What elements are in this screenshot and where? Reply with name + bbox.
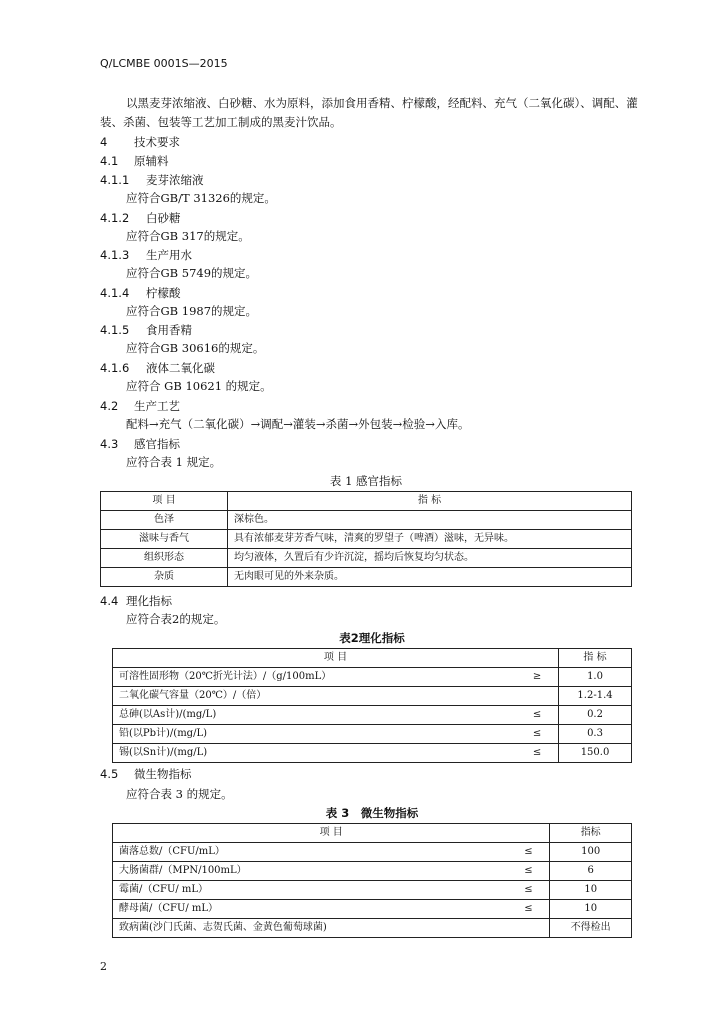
table-row (101, 568, 632, 587)
table-cell: 深棕色。 (228, 511, 632, 530)
table-row (113, 668, 632, 687)
table-cell-operator: ≤ (516, 725, 559, 744)
table-cell: 菌落总数/（CFU/mL） (113, 843, 508, 862)
table-header-cell: 项 目 (101, 492, 228, 511)
section-4-5-body: 应符合表 3 的规定。 (126, 787, 233, 801)
table-cell: 组织形态 (101, 549, 228, 568)
table-cell-operator: ≥ (516, 668, 559, 687)
section-4-3-body: 应符合表 1 规定。 (126, 455, 222, 469)
table-cell: 150.0 (559, 744, 632, 763)
section-4-3-heading: 4.3 感官指标 (100, 437, 180, 451)
table-cell: 0.2 (559, 706, 632, 725)
table-cell: 1.2-1.4 (559, 687, 632, 706)
sensory-table (100, 491, 632, 587)
table-header-cell: 指 标 (228, 492, 632, 511)
section-4-1-2-heading: 4.1.2 白砂糖 (100, 211, 181, 225)
table-1-caption: 表 1 感官指标 (329, 474, 403, 488)
table-cell: 1.0 (559, 668, 632, 687)
microbiological-table (112, 823, 632, 938)
page-number: 2 (100, 960, 107, 973)
table-header-row (113, 824, 632, 843)
section-4-1-4-body: 应符合GB 1987的规定。 (126, 304, 258, 318)
table-cell-operator: ≤ (516, 744, 559, 763)
table-row (113, 843, 632, 862)
table-cell: 色泽 (101, 511, 228, 530)
table-header-cell: 指 标 (559, 649, 632, 668)
table-cell: 无肉眼可见的外来杂质。 (228, 568, 632, 587)
table-header-cell: 指标 (550, 824, 632, 843)
section-4-1-5-body: 应符合GB 30616的规定。 (126, 341, 265, 355)
table-row (101, 530, 632, 549)
table-cell: 滋味与香气 (101, 530, 228, 549)
table-cell: 可溶性固形物（20℃折光计法）/（g/100mL） (113, 668, 517, 687)
section-4-1-6-body: 应符合 GB 10621 的规定。 (126, 379, 272, 393)
table-header-row (101, 492, 632, 511)
table-cell: 100 (550, 843, 632, 862)
section-4-1-4-heading: 4.1.4 柠檬酸 (100, 286, 181, 300)
table-cell-operator: ≤ (516, 706, 559, 725)
section-4-2-heading: 4.2 生产工艺 (100, 399, 180, 413)
table-cell-operator (516, 687, 559, 706)
table-cell: 总砷(以As计)/(mg/L) (113, 706, 517, 725)
intro-paragraph: 以黑麦芽浓缩液、白砂糖、水为原料，添加食用香精、柠檬酸，经配料、充气（二氧化碳）、调配、灌装、杀菌、包装等工艺加工制成的黑麦汁饮品。 (100, 96, 638, 129)
table-cell: 10 (550, 900, 632, 919)
table-row (113, 862, 632, 881)
section-4-1-heading: 4.1 原辅料 (100, 154, 169, 168)
table-cell: 6 (550, 862, 632, 881)
section-4-1-2-body: 应符合GB 317的规定。 (126, 229, 250, 243)
table-row (101, 549, 632, 568)
table-row (113, 744, 632, 763)
section-4-1-3-body: 应符合GB 5749的规定。 (126, 266, 258, 280)
table-cell: 致病菌(沙门氏菌、志贺氏菌、金黄色葡萄球菌) (113, 919, 508, 938)
table-cell: 具有浓郁麦芽芳香气味，清爽的罗望子（啤酒）滋味，无异味。 (228, 530, 632, 549)
table-cell-operator: ≤ (507, 843, 550, 862)
table-row (113, 706, 632, 725)
table-cell: 0.3 (559, 725, 632, 744)
table-cell: 不得检出 (550, 919, 632, 938)
table-row (113, 725, 632, 744)
section-4-1-3-heading: 4.1.3 生产用水 (100, 248, 192, 262)
table-cell: 铅(以Pb计)/(mg/L) (113, 725, 517, 744)
table-header-cell: 项 目 (113, 824, 550, 843)
section-4-4-heading: 4.4 理化指标 (100, 594, 172, 608)
table-header-row (113, 649, 632, 668)
table-cell: 杂质 (101, 568, 228, 587)
table-3-caption: 表 3 微生物指标 (325, 806, 419, 820)
section-4-heading: 4 技术要求 (100, 135, 180, 149)
table-row (113, 687, 632, 706)
table-cell: 10 (550, 881, 632, 900)
section-4-4-body: 应符合表2的规定。 (126, 612, 226, 626)
section-4-1-6-heading: 4.1.6 液体二氧化碳 (100, 361, 215, 375)
table-cell-operator: ≤ (507, 862, 550, 881)
table-header-cell: 项 目 (113, 649, 559, 668)
section-4-1-1-heading: 4.1.1 麦芽浓缩液 (100, 173, 204, 187)
table-cell: 酵母菌/（CFU/ mL） (113, 900, 508, 919)
table-row (113, 919, 632, 938)
section-4-1-5-heading: 4.1.5 食用香精 (100, 323, 192, 337)
table-cell-operator: ≤ (507, 900, 550, 919)
physicochemical-table (112, 648, 632, 763)
section-4-1-1-body: 应符合GB/T 31326的规定。 (126, 191, 276, 205)
table-cell: 锡(以Sn计)/(mg/L) (113, 744, 517, 763)
table-cell-operator (507, 919, 550, 938)
table-row (101, 511, 632, 530)
table-cell: 大肠菌群/（MPN/100mL） (113, 862, 508, 881)
table-cell: 霉菌/（CFU/ mL） (113, 881, 508, 900)
table-cell: 二氧化碳气容量（20℃）/（倍） (113, 687, 517, 706)
table-row (113, 900, 632, 919)
table-2-caption: 表2理化指标 (339, 631, 405, 645)
table-cell: 均匀液体，久置后有少许沉淀，摇均后恢复均匀状态。 (228, 549, 632, 568)
document-code: Q/LCMBE 0001S—2015 (100, 57, 228, 70)
section-4-5-heading: 4.5 微生物指标 (100, 767, 192, 781)
table-cell-operator: ≤ (507, 881, 550, 900)
section-4-2-body: 配料→充气（二氧化碳）→调配→灌装→杀菌→外包装→检验→入库。 (126, 417, 470, 431)
table-row (113, 881, 632, 900)
